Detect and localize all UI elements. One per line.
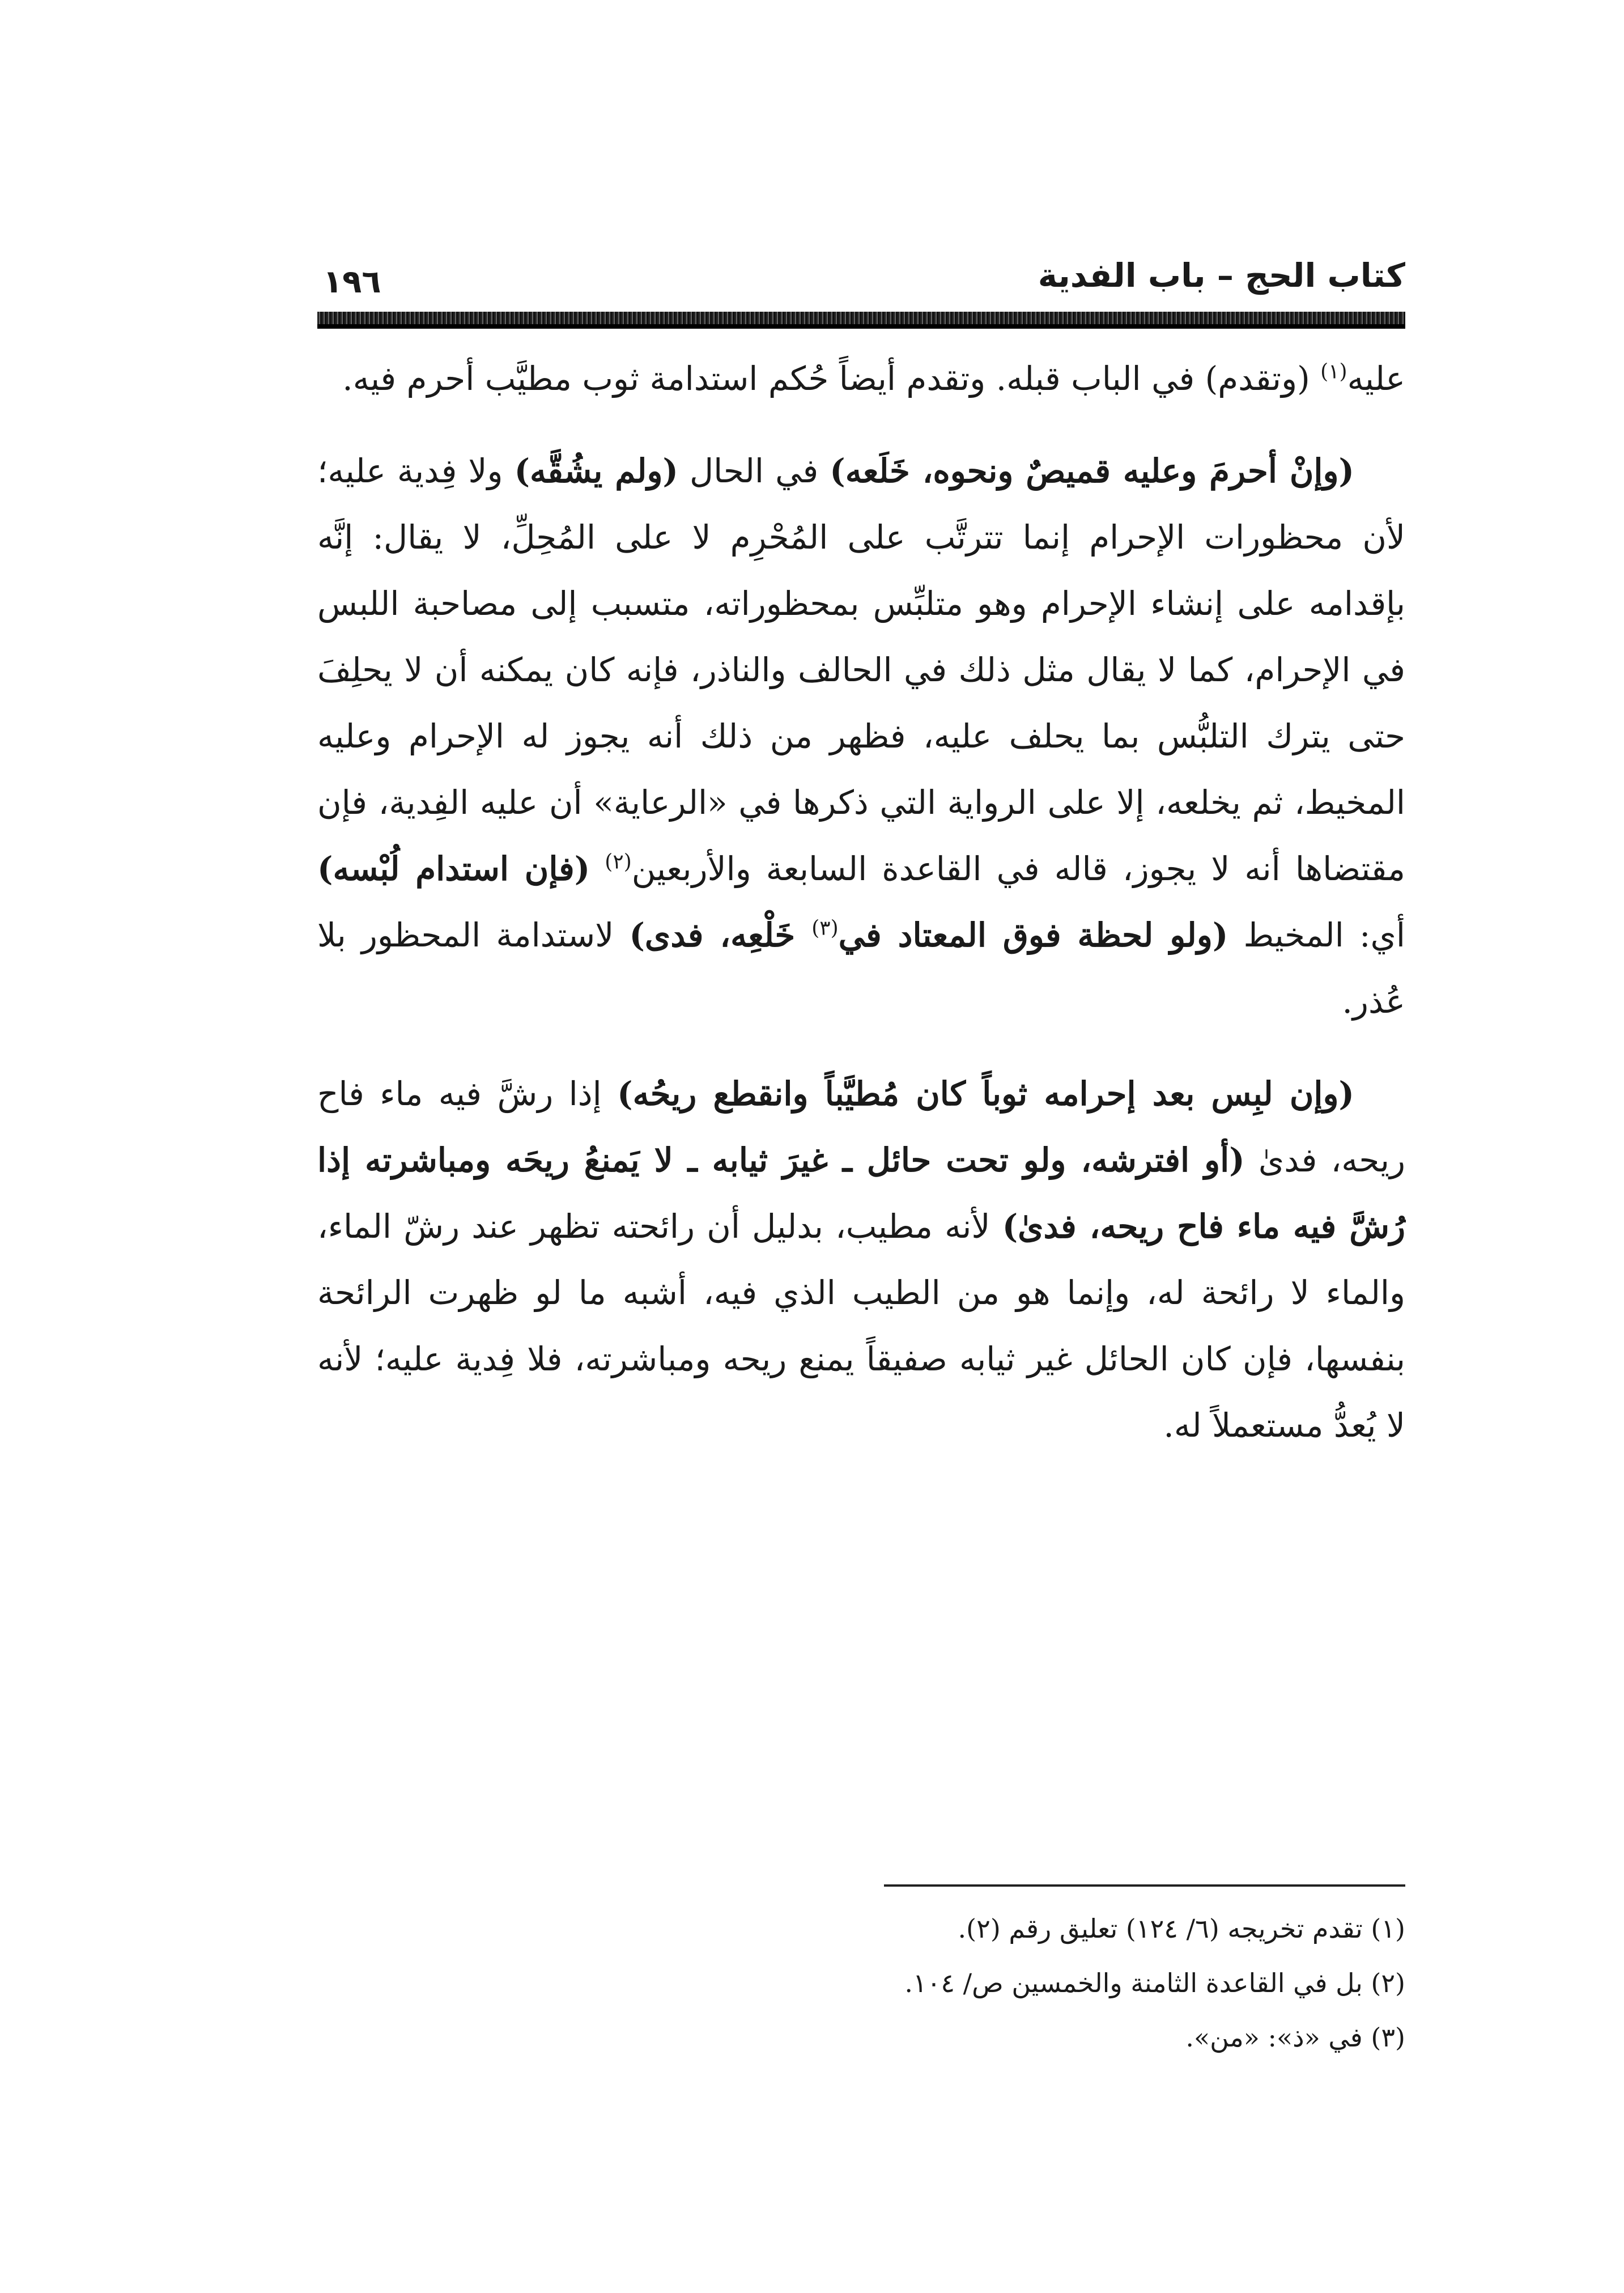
p2-text-1: في الحال (678, 452, 830, 490)
footnote-1: (١) تقدم تخريجه (٦/ ١٢٤) تعليق رقم (٢). (958, 1913, 1405, 1944)
footnote-3: (٣) في «ذ»: «من». (1185, 2022, 1405, 2053)
p2-text-5: لاستدامة المحظور بلا عُذر. (317, 916, 1405, 1021)
running-header (317, 238, 1405, 306)
p3-matn-1: (وإن لبِس بعد إحرامه ثوباً كان مُطيَّباً وانقطع ريحُه) (617, 1075, 1354, 1113)
paragraph-1 (317, 346, 1405, 412)
p2-text-4: أي: المخيط (1228, 916, 1406, 954)
p2-matn-3: (فإن استدام لُبْسه) (317, 850, 590, 888)
p2-text-3 (590, 850, 605, 888)
footnote-ref-1[interactable]: (١) (1320, 360, 1347, 384)
p3-text-2: لأنه مطيب، بدليل أن رائحته تظهر عند رشّ الماء، والماء لا رائحة له، وإنما هو من الطيب الذي فيه، أشبه ما لو ظهرت الرائحة بنفسها، فإن كان الحائل غير ثيابه صفيقاً يمنع ريحه ومباشرته، فلا فِدية عليه؛ لأنه لا يُعدُّ مستعملاً له. (317, 1207, 1405, 1445)
p2-matn-5: خَلْعِه، فدى) (629, 916, 812, 954)
p2-text-2: ولا فِدية عليه؛ لأن محظورات الإحرام إنما تترتَّب على المُحْرِم لا على المُحِلِّ، لا يقال: إنَّه بإقدامه على إنشاء الإحرام وهو متلبِّس بمحظوراته، متسبب إلى مصاحبة اللبس في الإحرام، كما لا يقال مثل ذلك في الحالف والناذر، فإنه كان يمكنه أن لا يحلِفَ حتى يترك التلبُّس بما يحلف عليه، فظهر من ذلك أنه يجوز له الإحرام وعليه المخيط، ثم يخلعه، إلا على الرواية التي ذكرها في «الرعاية» أن عليه الفِدية، فإن مقتضاها أنه لا يجوز، قاله في القاعدة السابعة والأربعين (317, 452, 1405, 888)
footnote-ref-2[interactable]: (٢) (605, 850, 632, 874)
header-rule (317, 312, 1405, 329)
p2-matn-1: (وإنْ أحرمَ وعليه قميصٌ ونحوه، خَلَعه) (830, 452, 1354, 490)
p3-text-1: إذا رشَّ فيه ماء فاح ريحه، فدىٰ (317, 1075, 1405, 1179)
footnote-ref-3[interactable]: (٣) (811, 916, 839, 940)
paragraph-2 (317, 438, 1405, 1035)
footnote-2: (٢) بل في القاعدة الثامنة والخمسين ص/ ١٠٤. (904, 1968, 1405, 1998)
p2-matn-2: (ولم يشُقَّه) (514, 452, 678, 490)
page-number: ١٩٦ (323, 264, 381, 300)
paragraph-3 (317, 1061, 1405, 1459)
footnote-separator (884, 1884, 1405, 1887)
main-text (317, 346, 1405, 1485)
chapter-title: كتاب الحج – باب الفدية (1038, 256, 1405, 295)
p2-matn-4: (ولو لحظة فوق المعتاد في (838, 916, 1228, 954)
p1-text-1: عليه (1347, 359, 1405, 398)
p1-text-2: (وتقدم) في الباب قبله. وتقدم أيضاً حُكم استدامة ثوب مطيَّب أحرم فيه. (342, 359, 1321, 398)
p3-matn-2: (أو افترشه، ولو تحت حائل ـ غيرَ ثيابه ـ لا يَمنعُ ريحَه ومباشرته إذا رُشَّ فيه ماء فاح ريحه، فدىٰ) (317, 1141, 1406, 1246)
footnotes (317, 1901, 1405, 2065)
